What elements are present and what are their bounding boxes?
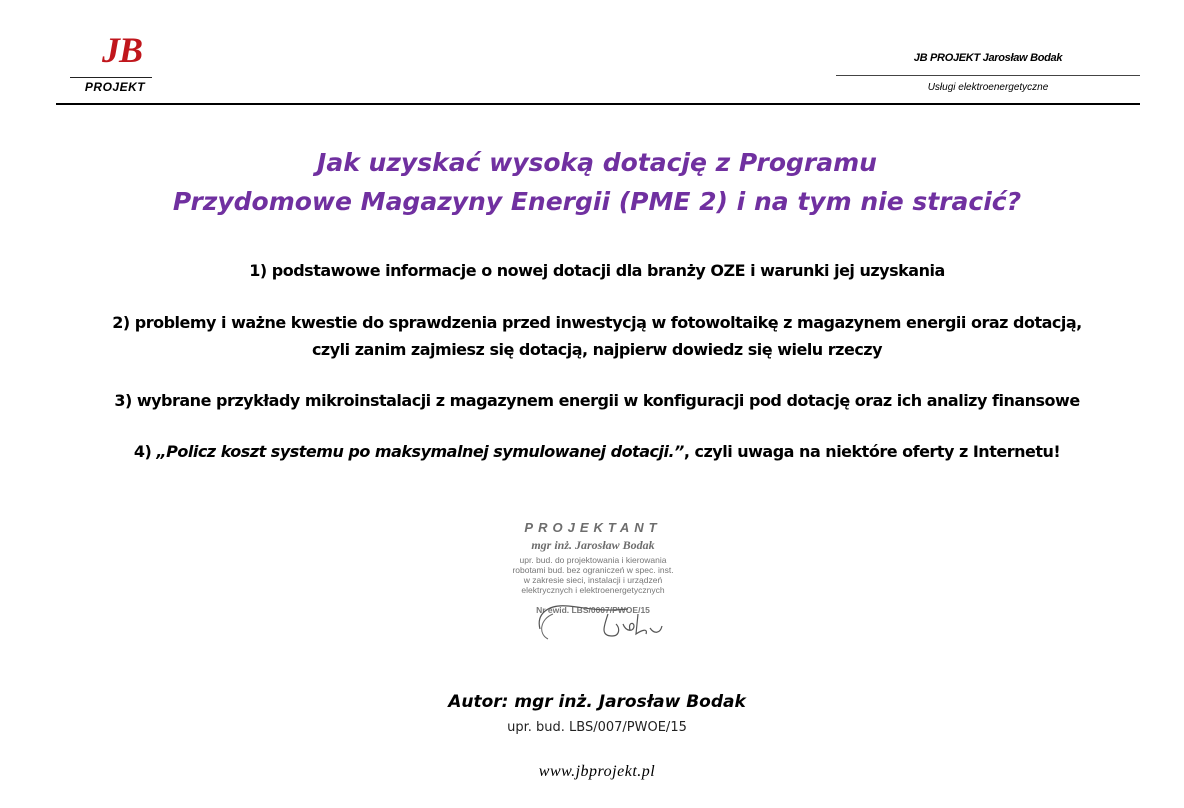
logo-divider [70, 77, 152, 78]
topic-item-4-quote: „Policz koszt systemu po maksymalnej symulowanej dotacji.” [156, 442, 684, 461]
stamp-title: PROJEKTANT [524, 520, 662, 535]
topic-item-1: 1) podstawowe informacje o nowej dotacji dla branży OZE i warunki jej uzyskania [249, 261, 945, 280]
topic-item-3: 3) wybrane przykłady mikroinstalacji z magazynem energii w konfiguracji pod dotację oraz ich analizy finansowe [114, 391, 1080, 410]
logo-mark: JB [101, 30, 142, 70]
stamp-line: Nr ewid. LBS/0007/PWOE/15 [536, 605, 650, 615]
author-name: Autor: mgr inż. Jarosław Bodak [448, 692, 746, 712]
stamp-line: w zakresie sieci, instalacji i urządzeń [523, 575, 663, 585]
author-license: upr. bud. LBS/007/PWOE/15 [507, 720, 687, 735]
topic-item-4-prefix: 4) [133, 442, 157, 461]
topic-item-2-line-2: czyli zanim zajmiesz się dotacją, najpierw dowiedz się wielu rzeczy [311, 340, 883, 359]
page-title-line-2: Przydomowe Magazyny Energii (PME 2) i na tym nie stracić? [172, 187, 1022, 216]
header-divider [836, 75, 1140, 76]
header-rule [56, 103, 1140, 105]
topic-item-2-line-1: 2) problemy i ważne kwestie do sprawdzenia przed inwestycją w fotowoltaikę z magazynem energii oraz dotacją, [112, 313, 1082, 332]
designer-stamp [488, 520, 698, 640]
company-services: Usługi elektroenergetyczne [927, 82, 1049, 93]
logo-subtitle: PROJEKT [84, 80, 146, 94]
topic-item-4-suffix: , czyli uwaga na niektóre oferty z Internetu! [683, 442, 1061, 461]
handwritten-signature [508, 584, 678, 644]
stamp-name: mgr inż. Jarosław Bodak [531, 538, 655, 552]
stamp-line: elektrycznych i elektroenergetycznych [521, 585, 665, 595]
company-name: JB PROJEKT Jarosław Bodak [913, 52, 1063, 64]
stamp-line: robotami bud. bez ograniczeń w spec. inst. [512, 565, 674, 575]
website-link[interactable]: www.jbprojekt.pl [538, 763, 656, 780]
topic-item-4 [0, 438, 1184, 465]
page-title-line-1: Jak uzyskać wysoką dotację z Programu [317, 148, 877, 177]
stamp-line: upr. bud. do projektowania i kierowania [519, 555, 667, 565]
